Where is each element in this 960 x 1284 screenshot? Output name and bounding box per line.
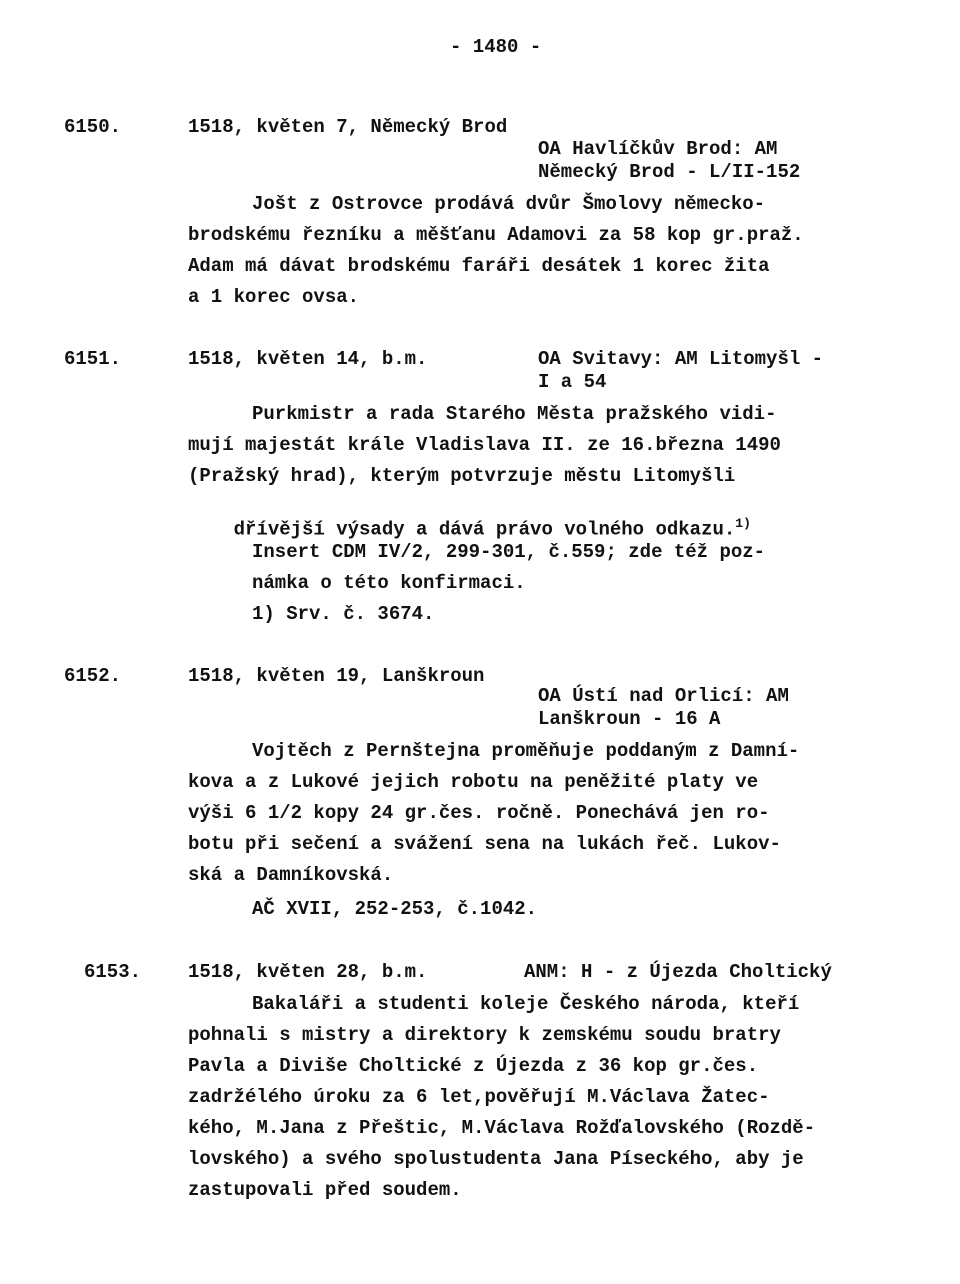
entry-source-line: ANM: H - z Újezda Choltický	[524, 961, 832, 983]
entry-number: 6152.	[64, 665, 122, 687]
entry-note-line: námka o této konfirmaci.	[252, 572, 526, 594]
page-number: - 1480 -	[450, 36, 542, 58]
footnote-text: 1) Srv. č. 3674.	[252, 603, 435, 625]
entry-body-line: Adam má dávat brodskému faráři desátek 1 korec žita	[188, 255, 770, 277]
entry-body-line: pohnali s mistry a direktory k zemskému soudu bratry	[188, 1024, 781, 1046]
entry-body-line: lovského) a svého spolustudenta Jana Píseckého, aby je	[188, 1148, 804, 1170]
entry-body-line: ská a Damníkovská.	[188, 864, 394, 886]
entry-source-line: I a 54	[538, 371, 607, 393]
entry-body-line: mují majestát krále Vladislava II. ze 16.března 1490	[188, 434, 781, 456]
entry-note-line: Insert CDM IV/2, 299-301, č.559; zde též poz-	[252, 541, 766, 563]
entry-source-line: OA Ústí nad Orlicí: AM	[538, 685, 789, 707]
entry-source-line: Lanškroun - 16 A	[538, 708, 721, 730]
entry-body-line: Jošt z Ostrovce prodává dvůr Šmolovy německo-	[252, 193, 766, 215]
entry-date-place: 1518, květen 14, b.m.	[188, 348, 428, 370]
entry-body-line: kova a z Lukové jejich robotu na peněžité platy ve	[188, 771, 759, 793]
entry-note-line: AČ XVII, 252-253, č.1042.	[252, 898, 538, 920]
entry-body-line: zadržélého úroku za 6 let,pověřují M.Václava Žatec-	[188, 1086, 770, 1108]
entry-body-line: kého, M.Jana z Přeštic, M.Václava Rožďalovského (Rozdě-	[188, 1117, 816, 1139]
entry-body-line: Purkmistr a rada Starého Města pražského vidi-	[252, 403, 777, 425]
entry-source-line: OA Svitavy: AM Litomyšl -	[538, 348, 824, 370]
entry-body-line: (Pražský hrad), kterým potvrzuje městu Litomyšli	[188, 465, 736, 487]
entry-body-text: dřívější výsady a dává právo volného odkazu.	[233, 518, 736, 541]
entry-body-line: Pavla a Diviše Choltické z Újezda z 36 kop gr.čes.	[188, 1055, 759, 1077]
entry-number: 6153.	[84, 961, 142, 983]
entry-date-place: 1518, květen 19, Lanškroun	[188, 665, 485, 687]
entry-number: 6151.	[64, 348, 122, 370]
footnote-ref: 1)	[735, 516, 751, 531]
entry-body-line: výši 6 1/2 kopy 24 gr.čes. ročně. Ponechává jen ro-	[188, 802, 770, 824]
entry-body-line: zastupovali před soudem.	[188, 1179, 462, 1201]
entry-body-line: botu při sečení a svážení sena na lukách řeč. Lukov-	[188, 833, 781, 855]
entry-source-line: Německý Brod - L/II-152	[538, 161, 801, 183]
entry-source-line: OA Havlíčkův Brod: AM	[538, 138, 778, 160]
entry-body-line: Vojtěch z Pernštejna proměňuje poddaným z Damní-	[252, 740, 800, 762]
entry-date-place: 1518, květen 7, Německý Brod	[188, 116, 508, 138]
entry-date-place: 1518, květen 28, b.m.	[188, 961, 428, 983]
entry-body-line: Bakaláři a studenti koleje Českého národa, kteří	[252, 993, 800, 1015]
entry-body-line: a 1 korec ovsa.	[188, 286, 360, 308]
entry-body-line: brodskému řezníku a měšťanu Adamovi za 58 kop gr.praž.	[188, 224, 804, 246]
entry-number: 6150.	[64, 116, 122, 138]
